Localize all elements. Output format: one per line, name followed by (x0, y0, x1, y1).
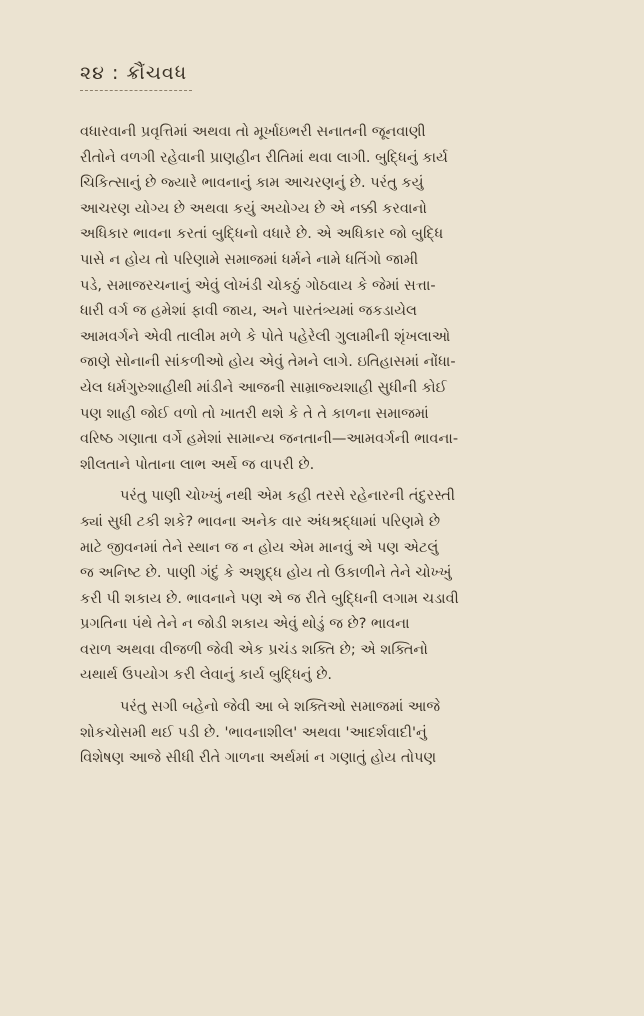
text-line: જાણે સોનાની સાંકળીઓ હોય એવું તેમને લાગે. ઇતિહાસમાં નોંધા- (80, 354, 456, 371)
text-line: પરંતુ પાણી ચોખ્ખું નથી એમ કહી તરસે રહેનારની તંદુરસ્તી (120, 488, 456, 505)
text-line: યેલ ધર્મગુરુશાહીથી માંડીને આજની સામ્રાજ્યશાહી સુધીની કોઈ (80, 379, 447, 396)
paragraph-2 (80, 484, 580, 689)
text-line: પણ શાહી જોઈ વળો તો ખાતરી થશે કે તે તે કાળના સમાજમાં (80, 405, 429, 422)
text-line: આચરણ યોગ્ય છે અથવા કયું અયોગ્ય છે એ નક્કી કરવાનો (80, 200, 427, 217)
text-line: પડે, સમાજરચનાનું એવું લોખંડી ચોકઠું ગોઠવાય કે જેમાં સત્તા- (80, 277, 436, 294)
text-line: આમવર્ગને એવી તાલીમ મળે કે પોતે પહેરેલી ગુલામીની શૃંખલાઓ (80, 328, 451, 345)
text-line: પ્રગતિના પંથે તેને ન જોડી શકાય એવું થોડું જ છે? ભાવના (80, 616, 410, 633)
text-line: વધારવાની પ્રવૃત્તિમાં અથવા તો મૂર્ખાઇભરી સનાતની જૂનવાણી (80, 124, 426, 140)
text-line: વિશેષણ આજે સીધી રીતે ગાળના અર્થમાં ન ગણાતું હોય તોપણ (80, 750, 437, 767)
header-underline (80, 90, 192, 91)
text-line: માટે જીવનમાં તેને સ્થાન જ ન હોય એમ માનવું એ પણ એટલું (80, 539, 439, 556)
text-line: શોકચોસમી થઈ પડી છે. 'ભાવનાશીલ' અથવા 'આદર્શવાદી'નું (80, 724, 427, 741)
text-line: યથાર્થ ઉપયોગ કરી લેવાનું કાર્ય બુદ્ધિનું છે. (80, 667, 333, 684)
text-line: અધિકાર ભાવના કરતાં બુદ્ધિનો વધારે છે. એ અધિકાર જો બુદ્ધિ (80, 226, 444, 243)
text-line: વરિષ્ઠ ગણાતા વર્ગે હમેશાં સામાન્ય જનતાની—આમવર્ગની ભાવના- (80, 431, 459, 448)
text-line: કરી પી શકાય છે. ભાવનાને પણ એ જ રીતે બુદ્ધિની લગામ ચડાવી (80, 590, 459, 607)
text-line: વરાળ અથવા વીજળી જેવી એક પ્રચંડ શક્તિ છે; એ શક્તિનો (80, 641, 428, 658)
body-text (80, 120, 580, 772)
text-line: રીતોને વળગી રહેવાની પ્રાણહીન રીતિમાં થવા લાગી. બુદ્ધિનું કાર્ય (80, 149, 448, 166)
text-line: શીલતાને પોતાના લાભ અર્થે જ વાપરી છે. (80, 456, 315, 473)
text-line: ચિકિત્સાનું છે જ્યારે ભાવનાનું કામ આચરણનું છે. પરંતુ કયું (80, 175, 424, 192)
text-line: ક્યાં સુધી ટકી શકે? ભાવના અનેક વાર અંધશ્રદ્ધામાં પરિણમે છે (80, 513, 441, 530)
text-line: પાસે ન હોય તો પરિણામે સમાજમાં ધર્મને નામે ધતિંગો જામી (80, 251, 419, 268)
paragraph-3 (80, 695, 580, 772)
text-line: પરંતુ સગી બહેનો જેવી આ બે શક્તિઓ સમાજમાં આજે (120, 699, 441, 716)
page-header: ૨૪ : ક્રૌંચવધ (80, 62, 188, 84)
paragraph-1 (80, 120, 580, 478)
text-line: જ અનિષ્ટ છે. પાણી ગંદું કે અશુદ્ધ હોય તો ઉકાળીને તેને ચોખ્ખું (80, 565, 452, 582)
text-line: ધારી વર્ગ જ હમેશાં ફાવી જાય, અને પારતંત્ર્યમાં જકડાયેલ (80, 303, 417, 320)
